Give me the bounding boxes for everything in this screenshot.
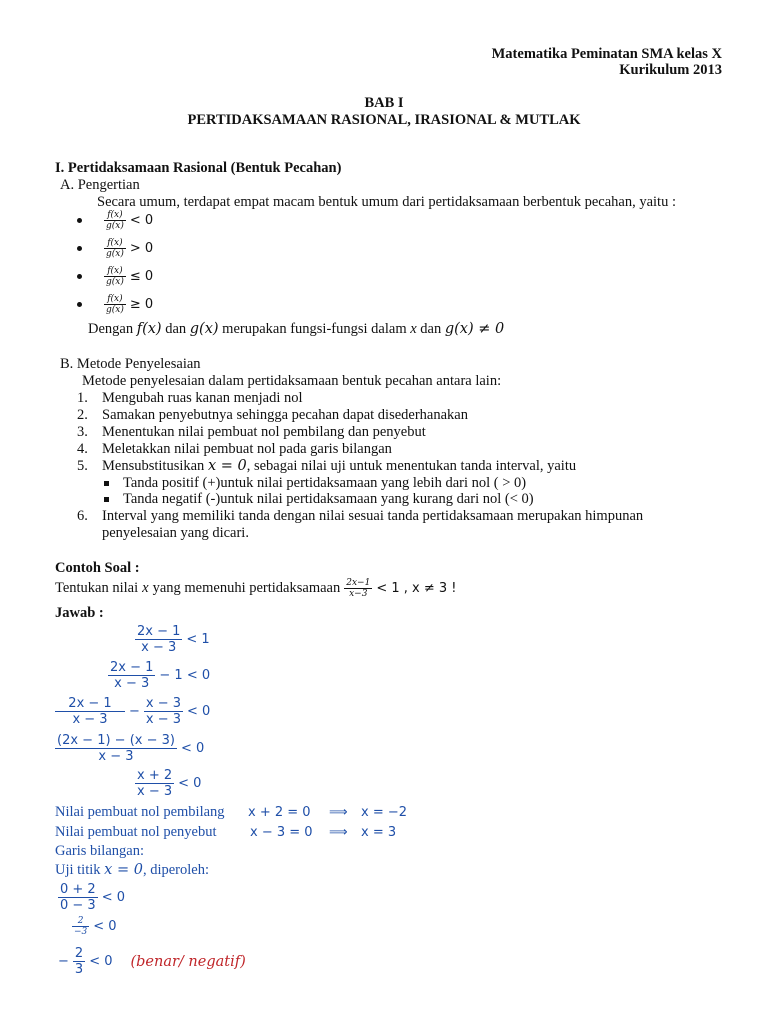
list-item: 1. (77, 390, 88, 406)
list-item-text: Meletakkan nilai pembuat nol pada garis bilangan (102, 441, 392, 457)
form-item (77, 294, 153, 315)
bullet-icon (77, 302, 82, 307)
zero-numerator-label: Nilai pembuat nol pembilang (55, 804, 225, 820)
relation: > 0 (129, 241, 154, 256)
example-heading: Contoh Soal : (55, 560, 140, 576)
sub-item: Tanda positif (+)untuk nilai pertidaksamaan yang lebih dari nol ( > 0) (104, 475, 526, 492)
section-heading: I. Pertidaksamaan Rasional (Bentuk Pecahan) (55, 160, 342, 176)
result-note: (benar/ negatif) (130, 953, 246, 970)
answer-heading: Jawab : (55, 605, 104, 621)
solution-step: $\frac{2x - 1}{x - 3}$ − 1 < 0 (110, 660, 211, 691)
test-step: $\frac{0 + 2}{0 - 3}$ < 0 (60, 882, 125, 913)
fraction: $\frac{f(x)}{g(x)}$ (106, 238, 124, 259)
subsection-a-heading: A. Pengertian (60, 177, 140, 193)
fraction: $\frac{f(x)}{g(x)}$ (106, 266, 124, 287)
zero-numerator-result: x = −2 (361, 805, 408, 820)
implies-arrow-icon: ⟹ (329, 825, 348, 840)
list-item-number: 6. (77, 508, 88, 524)
chapter-label: BAB I (364, 95, 404, 111)
number-line-label: Garis bilangan: (55, 843, 144, 859)
list-item: 3. (77, 424, 88, 440)
zero-denominator-result: x = 3 (361, 825, 397, 840)
example-question: Tentukan nilai x yang memenuhi pertidaksamaan $\frac{2x-1}{x-3}$ < 1 , x ≠ 3 ! (55, 578, 457, 599)
test-point-line: Uji titik x = 0, diperoleh: (55, 862, 209, 878)
zero-numerator-eq: x + 2 = 0 (248, 805, 311, 820)
header-line-1: Matematika Peminatan SMA kelas X (491, 46, 722, 62)
zero-denominator-eq: x − 3 = 0 (250, 825, 313, 840)
list-item-text: Menentukan nilai pembuat nol pembilang dan penyebut (102, 424, 426, 440)
test-step: $\frac{2}{-3}$ < 0 (74, 916, 117, 937)
sub-item: Tanda negatif (-)untuk nilai pertidaksamaan yang kurang dari nol (< 0) (104, 491, 534, 508)
list-item-text: penyelesaian yang dicari. (102, 525, 249, 541)
solution-step: $\frac{(2x - 1) - (x - 3)}{x - 3}$ < 0 (57, 733, 205, 764)
solution-step: $\frac{2x - 1}{x - 3}$ − $\frac{x - 3}{x - 3}$ < 0 (55, 696, 210, 727)
bullet-icon (77, 218, 82, 223)
test-step: − $\frac{2}{3}$ < 0 (benar/ negatif) (58, 946, 246, 977)
fraction: $\frac{f(x)}{g(x)}$ (106, 210, 124, 231)
list-item-number: 5. (77, 458, 88, 474)
form-item (77, 266, 153, 287)
implies-arrow-icon: ⟹ (329, 805, 348, 820)
subsection-b-heading: B. Metode Penyelesaian (60, 356, 201, 372)
square-bullet-icon (104, 481, 109, 486)
list-item: 4. (77, 441, 88, 457)
bullet-icon (77, 274, 82, 279)
zero-denominator-label: Nilai pembuat nol penyebut (55, 824, 217, 840)
square-bullet-icon (104, 497, 109, 502)
fraction: $\frac{2x-1}{x-3}$ (346, 578, 371, 599)
relation: < 0 (129, 213, 154, 228)
intro-text: Secara umum, terdapat empat macam bentuk umum dari pertidaksamaan berbentuk pecahan, yaitu : (97, 194, 676, 210)
form-item (77, 210, 153, 231)
method-intro: Metode penyelesaian dalam pertidaksamaan bentuk pecahan antara lain: (82, 373, 502, 389)
list-item-text: Samakan penyebutnya sehingga pecahan dapat disederhanakan (102, 407, 468, 423)
relation: ≥ 0 (129, 297, 154, 312)
solution-step: $\frac{2x - 1}{x - 3}$ < 1 (137, 624, 210, 655)
solution-step: $\frac{x + 2}{x - 3}$ < 0 (137, 768, 202, 799)
list-item-text: Interval yang memiliki tanda dengan nilai sesuai tanda pertidaksamaan merupakan himpunan (102, 508, 644, 524)
dengan-line: Dengan f(x) dan g(x) merupakan fungsi-fungsi dalam x dan g(x) ≠ 0 (88, 321, 505, 337)
relation: ≤ 0 (129, 269, 154, 284)
list-item-text: Mensubstitusikan x = 0, sebagai nilai uji untuk menentukan tanda interval, yaitu (102, 458, 577, 474)
form-item (77, 238, 153, 259)
list-item: 2. (77, 407, 88, 423)
bullet-icon (77, 246, 82, 251)
fraction: $\frac{f(x)}{g(x)}$ (106, 294, 124, 315)
header-line-2: Kurikulum 2013 (619, 62, 722, 78)
list-item-text: Mengubah ruas kanan menjadi nol (102, 390, 303, 406)
chapter-title: PERTIDAKSAMAAN RASIONAL, IRASIONAL & MUTLAK (187, 112, 581, 128)
